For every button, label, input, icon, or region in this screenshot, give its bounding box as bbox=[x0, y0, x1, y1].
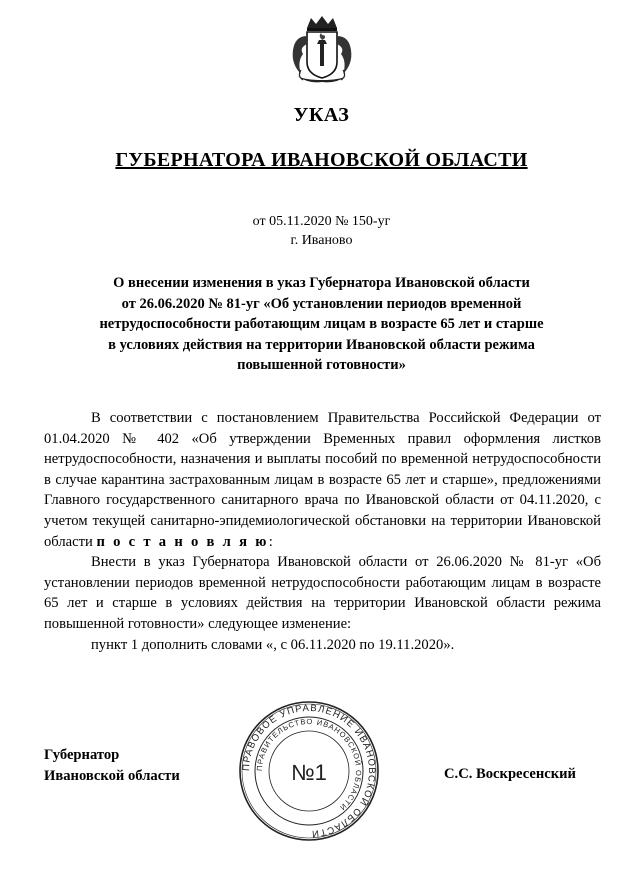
subject-line: от 26.06.2020 № 81-уг «Об установлении периодов временной bbox=[121, 295, 522, 312]
official-stamp bbox=[238, 700, 380, 842]
signatory-position bbox=[44, 745, 180, 787]
document-body bbox=[44, 408, 601, 655]
body-paragraph-amendment: Внести в указ Губернатора Ивановской области от 26.06.2020 № 81-уг «Об установлении периодов временной нетрудоспособности работающим лицам в возрасте 65 лет и старше в условиях действия на территории Ивановской области режима повышенной готовности» следующее изменение: bbox=[44, 554, 601, 632]
document-subject bbox=[58, 273, 585, 376]
document-issuer: ГУБЕРНАТОРА ИВАНОВСКОЙ ОБЛАСТИ bbox=[115, 149, 528, 171]
body-paragraph-point: пункт 1 дополнить словами «, с 06.11.2020 по 19.11.2020». bbox=[91, 636, 455, 653]
coat-of-arms-icon bbox=[287, 14, 357, 86]
signatory-name: С.С. Воскресенский bbox=[444, 766, 576, 782]
stamp-outer-text: ПРАВОВОЕ УПРАВЛЕНИЕ ИВАНОВСКОЙ ОБЛАСТИ bbox=[240, 702, 378, 840]
body-paragraph-preamble bbox=[44, 408, 601, 552]
subject-line: в условиях действия на территории Ивановской области режима bbox=[108, 336, 535, 353]
document-city: г. Иваново bbox=[290, 233, 353, 248]
subject-line: О внесении изменения в указ Губернатора Ивановской области bbox=[113, 275, 530, 291]
decree-word: п о с т а н о в л я ю bbox=[96, 533, 269, 550]
document-title: УКАЗ bbox=[293, 104, 350, 126]
subject-line: нетрудоспособности работающим лицам в возрасте 65 лет и старше bbox=[99, 316, 544, 332]
signatory-position-line: Губернатор bbox=[44, 747, 120, 763]
preamble-text: В соответствии с постановлением Правительства Российской Федерации от 01.04.2020 № 402 «Об утверждении Временных правил оформления листков нетрудоспособности, назначения и выплаты пособий по временной нетрудоспособности в случае карантина застрахованным лицам в возрасте 65 лет и старше», предложениями Главного государственного санитарного врача по Ивановской области от 04.11.2020, с учетом текущей санитарно-эпидемиологической обстановки на территории Ивановской области bbox=[44, 410, 601, 550]
stamp-number: №1 bbox=[291, 760, 327, 785]
signatory-position-line: Ивановской области bbox=[44, 768, 180, 784]
subject-line: повышенной готовности» bbox=[237, 357, 406, 373]
preamble-end: : bbox=[268, 533, 273, 550]
document-date-number: от 05.11.2020 № 150-уг bbox=[252, 214, 391, 229]
stamp-inner-text: ПРАВИТЕЛЬСТВО ИВАНОВСКОЙ ОБЛАСТИ bbox=[254, 716, 364, 813]
